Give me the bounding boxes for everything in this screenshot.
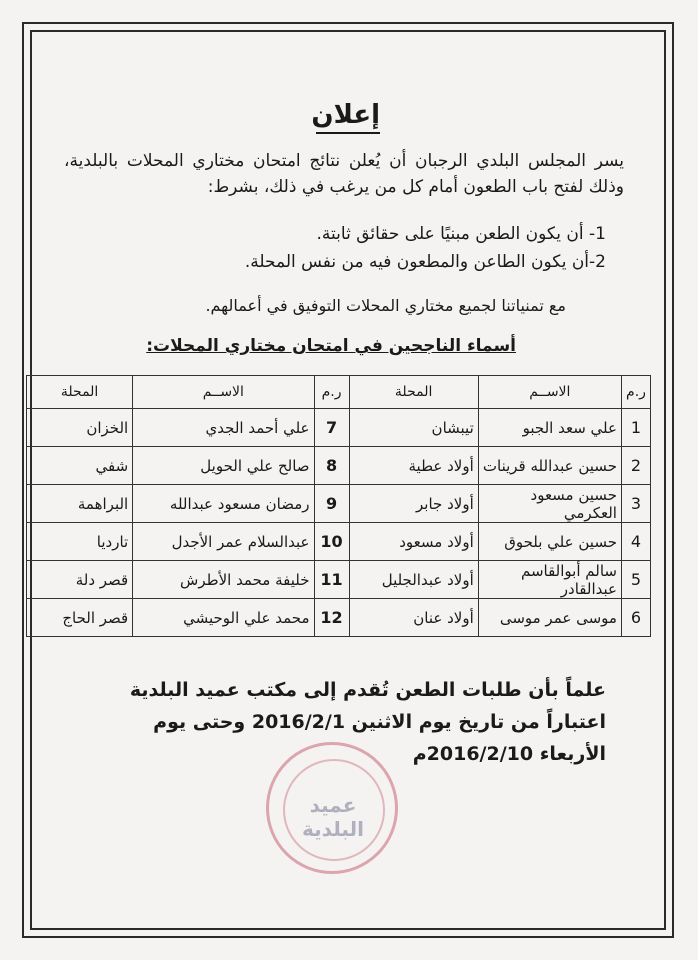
- winner-name: موسى عمر موسى: [478, 599, 621, 637]
- row-number: 8: [314, 447, 349, 485]
- appeal-deadline-note: علماً بأن طلبات الطعن تُقدم إلى مكتب عميد البلدية اعتباراً من تاريخ يوم الاثنين 2016/2/1 وحتى يوم الأربعاء 2016/2/10م: [129, 679, 606, 765]
- stamp-text: [269, 793, 397, 841]
- municipality-stamp: [266, 742, 398, 874]
- table-header-row: [27, 376, 651, 409]
- announcement-page: [30, 30, 666, 930]
- winner-name: علي أحمد الجدي: [133, 409, 314, 447]
- winner-name: محمد علي الوحيشي: [133, 599, 314, 637]
- winner-place: أولاد جابر: [349, 485, 478, 523]
- row-number: 10: [314, 523, 349, 561]
- header-name: الاســم: [133, 376, 314, 409]
- winner-place: أولاد عطية: [349, 447, 478, 485]
- winner-place: تارديا: [27, 523, 133, 561]
- stamp-line-1: عميد: [309, 793, 357, 817]
- row-number: 1: [621, 409, 650, 447]
- announcement-title: إعلان: [30, 98, 666, 134]
- winners-table: [26, 375, 651, 637]
- condition-2: 2-أن يكون الطاعن والمطعون فيه من نفس المحلة.: [244, 252, 606, 272]
- winner-place: قصر الحاج: [27, 599, 133, 637]
- good-wishes: مع تمنياتنا لجميع مختاري المحلات التوفيق في أعمالهم.: [205, 296, 566, 315]
- winner-place: قصر دلة: [27, 561, 133, 599]
- row-number: 5: [621, 561, 650, 599]
- stamp-line-2: البلدية: [302, 817, 364, 841]
- winner-name: حسين مسعود العكرمي: [478, 485, 621, 523]
- row-number: 11: [314, 561, 349, 599]
- table-row: [27, 409, 651, 447]
- winner-name: علي سعد الجبو: [478, 409, 621, 447]
- winners-heading: أسماء الناجحين في امتحان مختاري المحلات:: [146, 336, 516, 356]
- table-row: [27, 561, 651, 599]
- header-place: المحلة: [27, 376, 133, 409]
- winner-name: حسين علي بلحوق: [478, 523, 621, 561]
- header-number: ر.م: [621, 376, 650, 409]
- winner-name: حسين عبدالله قرينات: [478, 447, 621, 485]
- row-number: 6: [621, 599, 650, 637]
- winner-place: أولاد عبدالجليل: [349, 561, 478, 599]
- winner-name: عبدالسلام عمر الأجدل: [133, 523, 314, 561]
- winner-name: سالم أبوالقاسم عبدالقادر: [478, 561, 621, 599]
- winner-place: الخزان: [27, 409, 133, 447]
- header-place: المحلة: [349, 376, 478, 409]
- row-number: 12: [314, 599, 349, 637]
- header-name: الاســم: [478, 376, 621, 409]
- winner-place: أولاد عنان: [349, 599, 478, 637]
- row-number: 3: [621, 485, 650, 523]
- winner-name: خليفة محمد الأطرش: [133, 561, 314, 599]
- table-row: [27, 523, 651, 561]
- row-number: 4: [621, 523, 650, 561]
- table-row: [27, 485, 651, 523]
- winner-name: صالح علي الحويل: [133, 447, 314, 485]
- table-row: [27, 599, 651, 637]
- winner-place: تيبشان: [349, 409, 478, 447]
- announcement-intro: يسر المجلس البلدي الرجبان أن يُعلن نتائج امتحان مختاري المحلات بالبلدية، وذلك لفتح باب الطعون أمام كل من يرغب في ذلك، بشرط:: [64, 151, 624, 197]
- winner-name: رمضان مسعود عبدالله: [133, 485, 314, 523]
- row-number: 7: [314, 409, 349, 447]
- condition-1: 1- أن يكون الطعن مبنيًا على حقائق ثابتة.: [316, 224, 606, 244]
- winner-place: أولاد مسعود: [349, 523, 478, 561]
- winner-place: شفي: [27, 447, 133, 485]
- row-number: 2: [621, 447, 650, 485]
- row-number: 9: [314, 485, 349, 523]
- winner-place: البراهمة: [27, 485, 133, 523]
- header-number: ر.م: [314, 376, 349, 409]
- table-row: [27, 447, 651, 485]
